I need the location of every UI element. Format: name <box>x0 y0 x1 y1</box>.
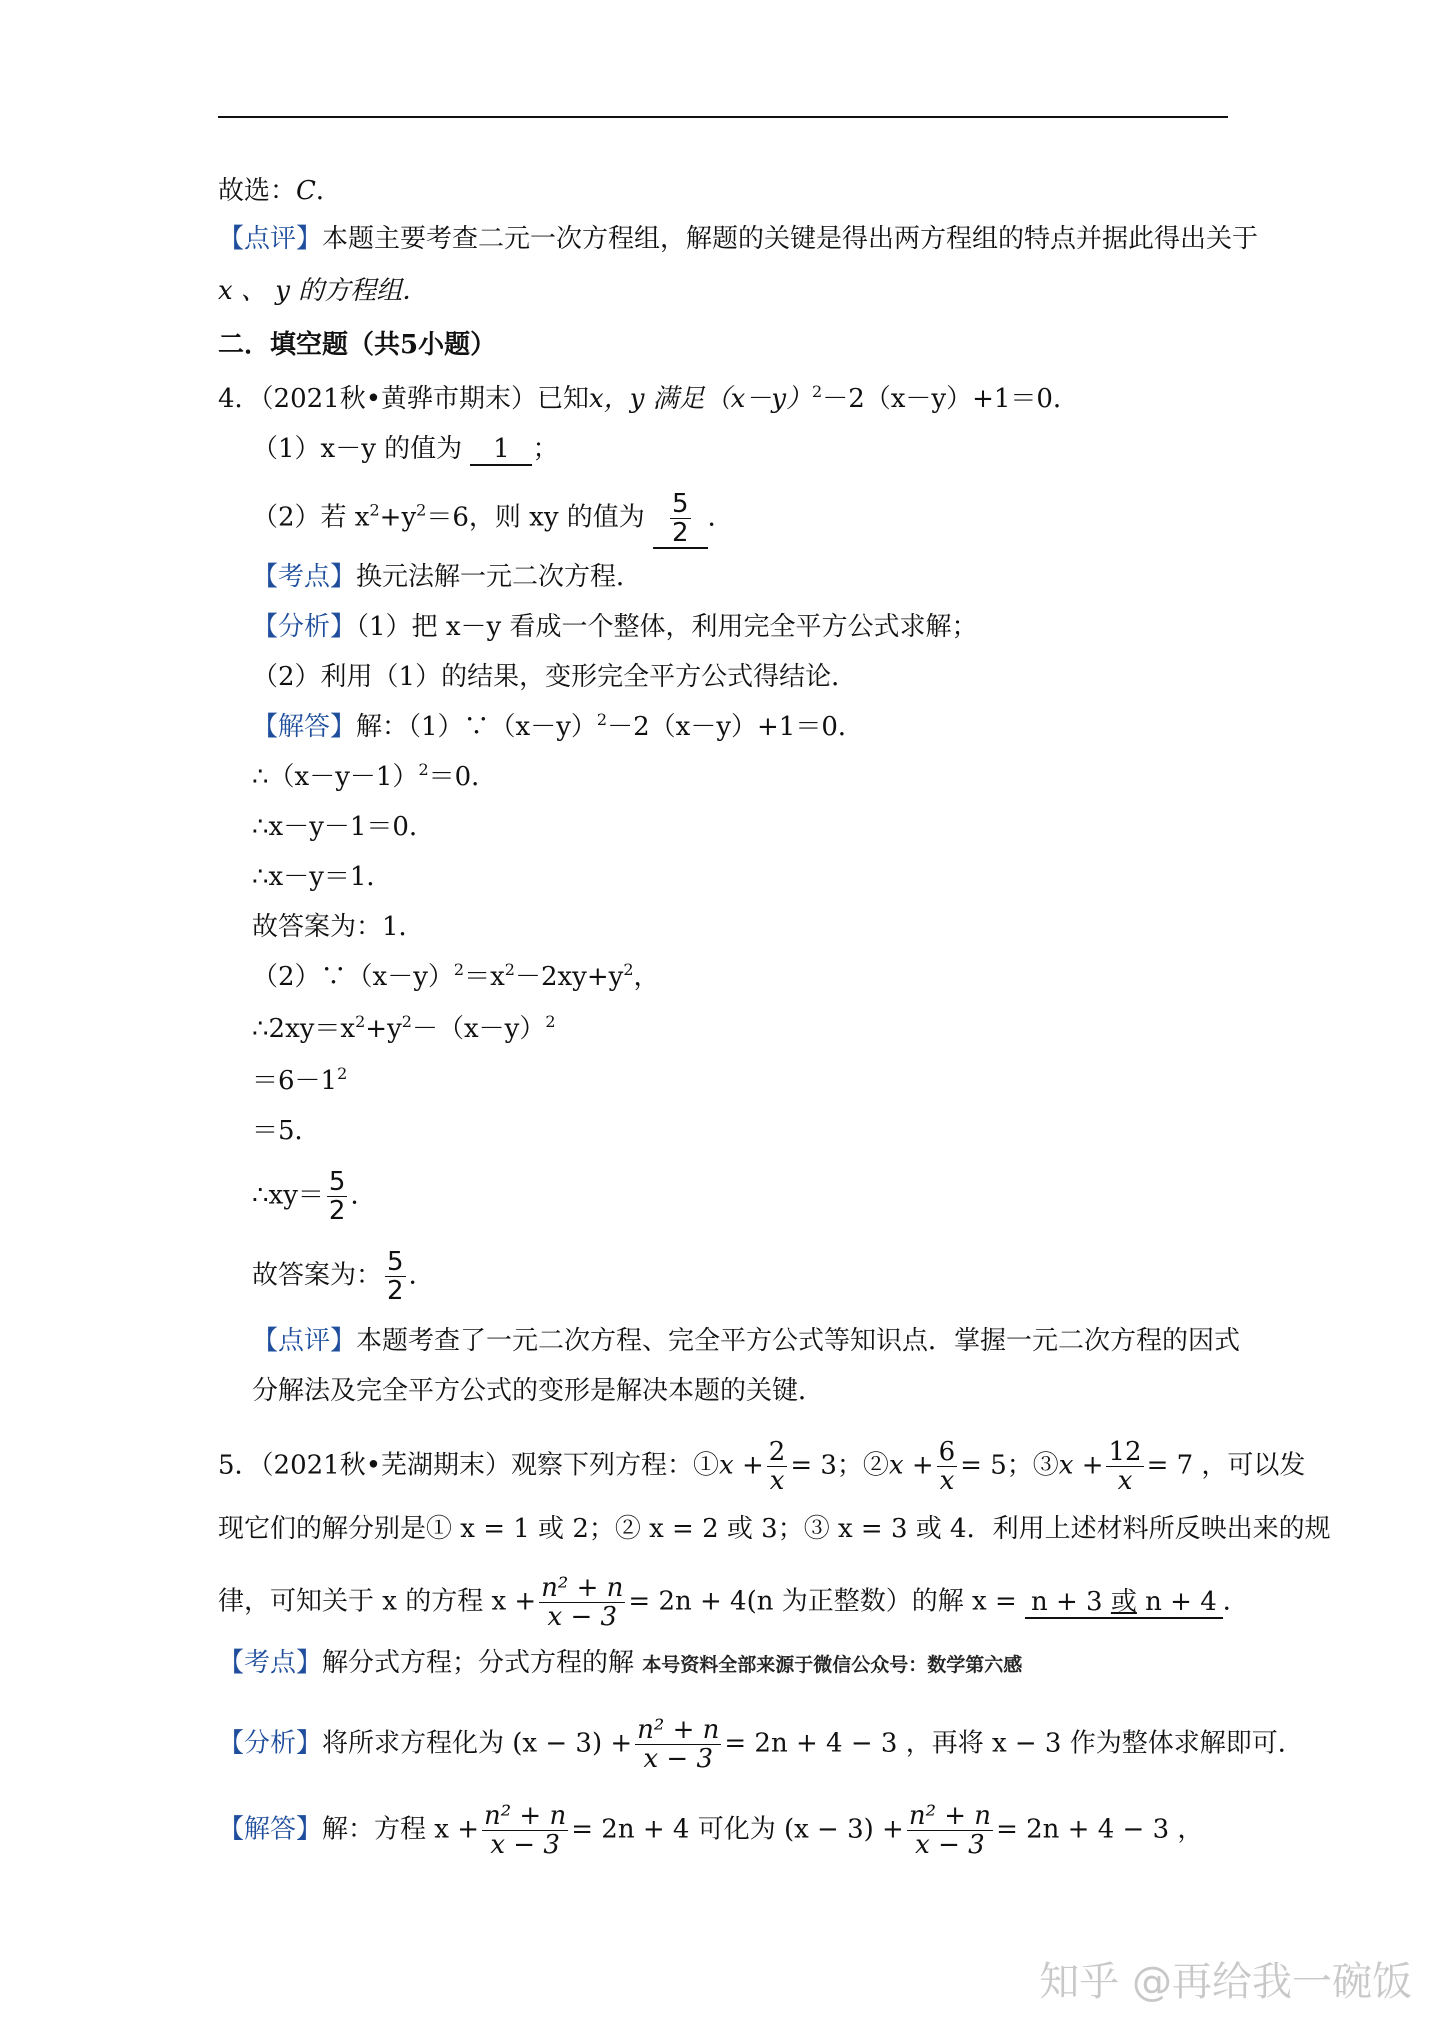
header-rule <box>218 116 1228 118</box>
q5-fenxi: 【分析】将所求方程化为 (x − 3) + $\frac{\text{n² + n}}{x - 3}$ = 2n + 4 − 3 ，再将 x − 3 作为整体求解即可． <box>218 1715 1304 1774</box>
q4-step-5: $(2)\because(x-y)^2=x^2-2xy+y^2$， <box>252 960 660 992</box>
q5-answer: n + 3 或 n + 4 <box>1025 1587 1223 1619</box>
q4-step-8: ＝5． <box>252 1116 321 1146</box>
q4-step-1: $\therefore(x-y-1)^2=0$． <box>252 760 498 792</box>
q4-step-4: 故答案为：1． <box>252 912 425 942</box>
q4-dianping-2: 分解法及完全平方公式的变形是解决本题的关键． <box>252 1376 825 1406</box>
watermark: 知乎 @再给我一碗饭 <box>1039 1959 1412 2005</box>
q4-fenxi-1: 【分析】（1）把 x－y 看成一个整体，利用完全平方公式求解； <box>252 612 978 642</box>
q4-kaodian: 【考点】换元法解一元二次方程． <box>252 562 643 592</box>
section-title: 二．填空题（共5小题） <box>218 330 497 360</box>
q4-jieda-1: 【解答】解：$(1)\because(x-y)^2-2(x-y)+1=0$． <box>252 710 864 742</box>
q4-part1-answer: 1 <box>470 434 532 466</box>
q5-kaodian: 【考点】解分式方程；分式方程的解 本号资料全部来源于微信公众号：数学第六感 <box>218 1648 1023 1678</box>
q4-step-2: ∴x－y－1＝0． <box>252 812 435 842</box>
q4-part2: （2）若 $x^2+y^2=6$，则 xy 的值为 $\frac{5}{2}$ ． <box>252 489 734 548</box>
q4-part1: （1）x－y 的值为 1 ； <box>252 434 559 464</box>
q4-step-10: 故答案为： $\frac{5}{2}$ ． <box>252 1247 435 1306</box>
line-comment-2: x 、 y 的方程组． <box>218 276 429 306</box>
q4-step-7: $=6-1^2$ <box>252 1064 348 1096</box>
line-answer-choice: 故选：C． <box>218 176 342 206</box>
q5-stem-3: 律，可知关于 x 的方程 x + $\frac{\text{n² + n}}{x - 3}$ = 2n + 4(n 为正整数）的解 x = n + 3 或 n + 4 ． <box>218 1573 1249 1632</box>
q4-step-9: ∴xy＝ $\frac{5}{2}$ ． <box>252 1167 377 1226</box>
q4-step-6: $\therefore 2xy=x^2+y^2-(x-y)^2$ <box>252 1012 556 1044</box>
q5-jieda: 【解答】解：方程 x + $\frac{\text{n² + n}}{x - 3}$ = 2n + 4 可化为 (x − 3) + $\frac{\text{n² + n}}{x - 3}$ = 2n + 4 − 3 ， <box>218 1801 1204 1860</box>
line-comment-1: 【点评】本题主要考查二元一次方程组，解题的关键是得出两方程组的特点并据此得出关于 <box>218 224 1259 254</box>
source-note: 本号资料全部来源于微信公众号：数学第六感 <box>642 1654 1023 1676</box>
q5-stem-1: 5．（2021秋•芜湖期末）观察下列方程：①x + $\frac{2}{x}$ = 3；②x + $\frac{6}{x}$ = 5；③x + $\frac{12}{x}$ = 7 ，可以发 <box>218 1437 1306 1496</box>
tag-dianping: 【点评】 <box>218 224 323 254</box>
q4-fenxi-2: （2）利用（1）的结果，变形完全平方公式得结论． <box>252 662 858 692</box>
q4-stem: 4．（2021秋•黄骅市期末）已知x，y 满足$(x-y)^2-2(x-y)+1=0$． <box>218 382 1079 414</box>
q5-stem-2: 现它们的解分别是① x = 1 或 2；② x = 2 或 3；③ x = 3 或 4．利用上述材料所反映出来的规 <box>218 1514 1331 1544</box>
q4-step-3: ∴x－y＝1． <box>252 862 393 892</box>
q4-dianping-1: 【点评】本题考查了一元二次方程、完全平方公式等知识点．掌握一元二次方程的因式 <box>252 1326 1241 1356</box>
